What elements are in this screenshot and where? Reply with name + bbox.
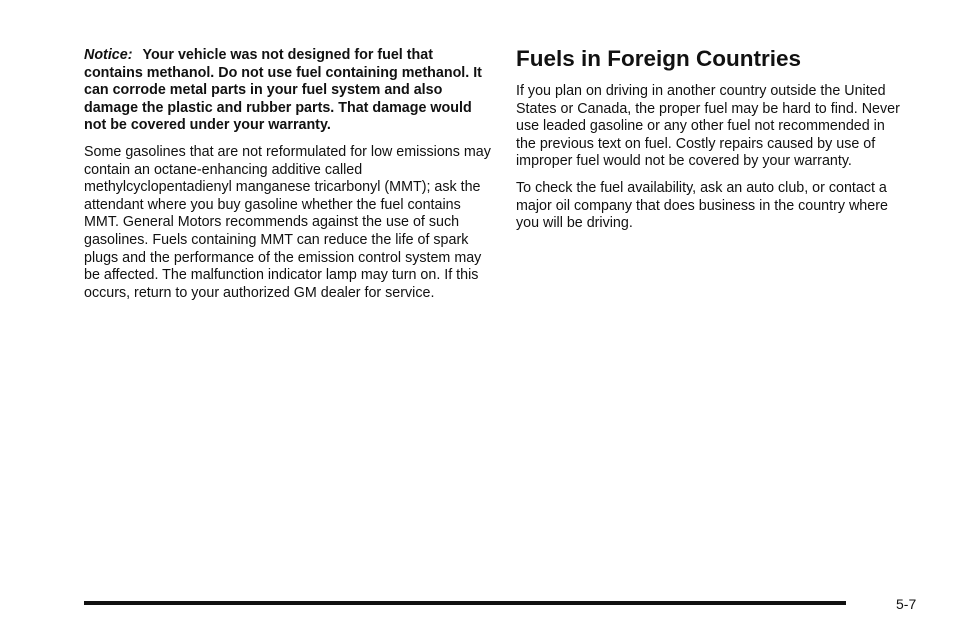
right-column [516,45,908,242]
footer-rule [84,601,846,605]
fuel-availability-paragraph: To check the fuel availability, ask an auto club, or contact a major oil company that does business in the country where you will be driving. [516,179,888,232]
notice-text: Your vehicle was not designed for fuel that contains methanol. Do not use fuel containing methanol. It can corrode metal parts in your fuel system and also damage the plastic and rubber parts. That damage would not be covered under your warranty. [84,47,482,134]
left-column [84,45,492,311]
page-number: 5-7 [896,596,917,612]
notice-block [84,45,492,135]
foreign-fuel-paragraph: If you plan on driving in another country outside the United States or Canada, the proper fuel may be hard to find. Never use leaded gasoline or any other fuel not recommended in the previous text on fuel. Costly repairs caused by use of improper fuel would not be covered by your warranty. [516,83,900,170]
section-heading: Fuels in Foreign Countries [516,46,802,71]
mmt-paragraph: Some gasolines that are not reformulated for low emissions may contain an octane-enhancing additive called methylcyclopentadienyl manganese tricarbonyl (MMT); ask the attendant where you buy gasoline whether the fuel contains MMT. General Motors recommends against the use of such gasolines. Fuels containing MMT can reduce the life of spark plugs and the performance of the emission control system may be affected. The malfunction indicator lamp may turn on. If this occurs, return to your authorized GM dealer for service. [84,143,491,301]
notice-label: Notice: [84,47,133,63]
